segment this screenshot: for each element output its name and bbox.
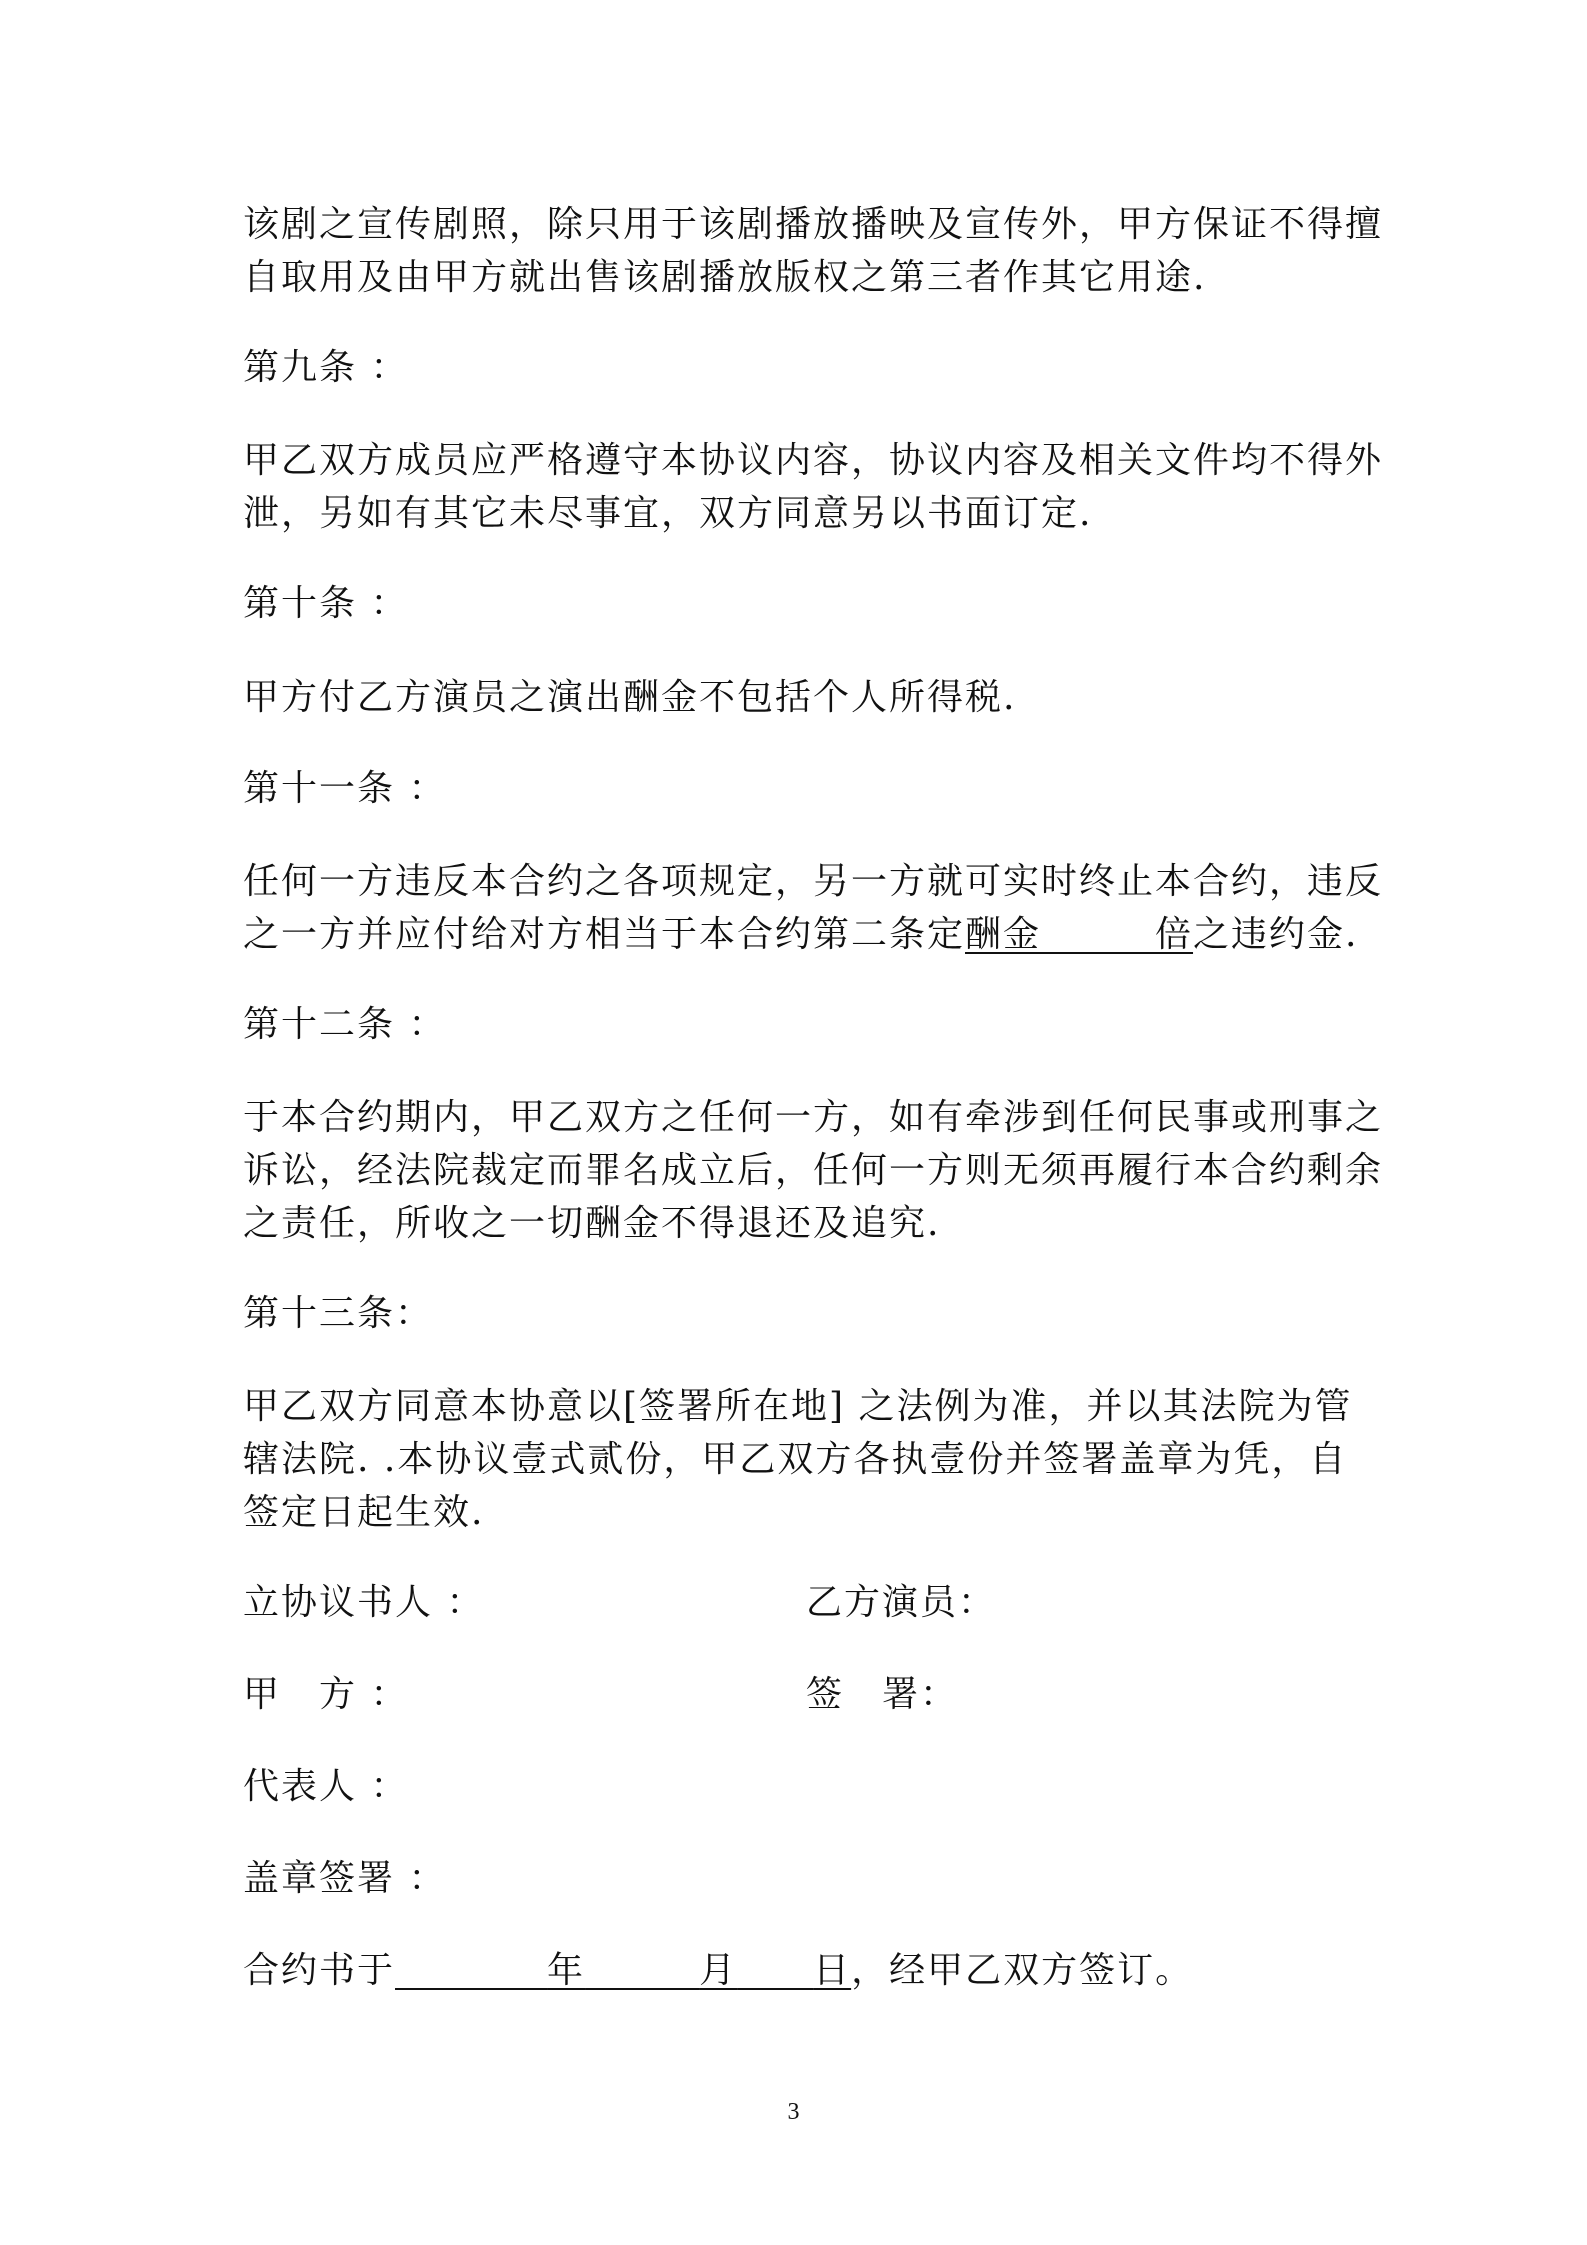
clause11-heading: 第十一条 ： <box>243 768 447 809</box>
date-underline <box>395 1950 851 1991</box>
clause8-line2: 自取用及由甲方就出售该剧播放版权之第三者作其它用途. <box>243 257 1207 298</box>
clause10-heading: 第十条 ： <box>243 583 409 624</box>
year-label: 年 <box>547 1950 586 1991</box>
signer-label: 立协议书人 ： <box>243 1582 485 1623</box>
clause11-line2-prefix: 之一方并应付给对方相当于本合约第二条定 <box>243 914 966 955</box>
month-label: 月 <box>699 1950 738 1991</box>
clause12-line2: 诉讼，经法院裁定而罪名成立后，任何一方则无须再履行本合约剩余 <box>243 1150 1384 1191</box>
clause9-heading: 第九条 ： <box>243 347 409 388</box>
party-a-label: 甲 方 ： <box>243 1674 409 1715</box>
date-line <box>243 1951 1193 1991</box>
clause9-line1: 甲乙双方成员应严格遵守本协议内容，协议内容及相关文件均不得外 <box>243 440 1384 481</box>
clause9-line2: 泄，另如有其它未尽事宜，双方同意另以书面订定. <box>243 493 1093 534</box>
clause8-line1: 该剧之宣传剧照，除只用于该剧播放播映及宣传外，甲方保证不得擅 <box>243 204 1384 245</box>
clause13-line3: 签定日起生效. <box>243 1492 485 1533</box>
clause13-heading: 第十三条： <box>243 1293 434 1334</box>
penalty-multiplier-blank: 酬金 倍 <box>965 914 1194 955</box>
date-suffix: ，经甲乙双方签订。 <box>851 1950 1194 1991</box>
page-number: 3 <box>787 2099 800 2125</box>
clause11-line2 <box>243 915 1358 955</box>
date-prefix: 合约书于 <box>243 1950 396 1991</box>
party-b-actor-label: 乙方演员： <box>806 1582 997 1623</box>
clause13-line1: 甲乙双方同意本协意以[签署所在地] 之法例为准，并以其法院为管 <box>243 1386 1353 1427</box>
clause10-line1: 甲方付乙方演员之演出酬金不包括个人所得税. <box>243 677 1017 718</box>
seal-signature-label: 盖章签署 ： <box>243 1858 447 1899</box>
clause12-line1: 于本合约期内，甲乙双方之任何一方，如有牵涉到任何民事或刑事之 <box>243 1097 1384 1138</box>
clause13-line2: 辖法院. .本协议壹式贰份，甲乙双方各执壹份并签署盖章为凭，自 <box>243 1439 1348 1480</box>
month-blank <box>585 1950 699 1991</box>
clause12-line3: 之责任，所收之一切酬金不得退还及追究. <box>243 1203 941 1244</box>
clause11-line2-suffix: 之违约金. <box>1193 914 1359 955</box>
day-label: 日 <box>813 1950 852 1991</box>
day-blank <box>737 1950 813 1991</box>
clause11-line1: 任何一方违反本合约之各项规定，另一方就可实时终止本合约，违反 <box>243 861 1384 902</box>
clause12-heading: 第十二条 ： <box>243 1004 447 1045</box>
representative-label: 代表人 ： <box>243 1766 409 1807</box>
year-blank <box>395 1950 547 1991</box>
party-b-sign-label: 签 署： <box>806 1674 959 1715</box>
